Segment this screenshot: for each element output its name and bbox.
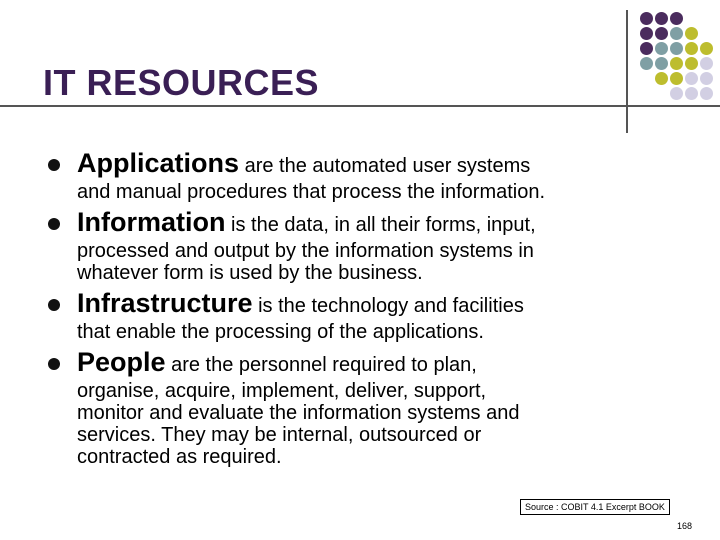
decor-dot: [655, 42, 668, 55]
bullet-dot: [48, 358, 60, 370]
list-item-information: [48, 207, 688, 284]
decor-dot: [655, 57, 668, 70]
decor-dot: [670, 12, 683, 25]
item-body-text: processed and output by the information systems in whatever form is used by the business.: [77, 240, 534, 284]
decor-dot: [700, 57, 713, 70]
bullet-list: [48, 148, 688, 468]
decor-dot: [655, 12, 668, 25]
source-citation: Source : COBIT 4.1 Excerpt BOOK: [520, 499, 670, 515]
decor-dot: [685, 57, 698, 70]
term-applications: Applications: [77, 148, 240, 178]
list-item-infrastructure: [48, 288, 688, 343]
bullet-dot: [48, 159, 60, 171]
decor-vertical-line: [626, 10, 628, 133]
decor-dot: [685, 72, 698, 85]
decor-dot: [685, 27, 698, 40]
decor-dot: [640, 42, 653, 55]
decor-dot: [640, 12, 653, 25]
decor-dot: [670, 72, 683, 85]
item-body-text: and manual procedures that process the information.: [77, 181, 546, 203]
item-body-text: that enable the processing of the applications.: [77, 321, 484, 343]
decor-dot: [655, 72, 668, 85]
bullet-dot: [48, 218, 60, 230]
item-head-text: is the data, in all their forms, input,: [225, 214, 536, 236]
page-title: IT RESOURCES: [43, 62, 320, 103]
decor-dot: [670, 57, 683, 70]
list-item-people: [48, 347, 688, 468]
decor-dot: [655, 27, 668, 40]
decor-dot: [670, 87, 683, 100]
decor-horizontal-line: [0, 105, 720, 107]
item-head-text: is the technology and facilities: [252, 295, 524, 317]
decor-dot: [700, 42, 713, 55]
decor-dot: [685, 42, 698, 55]
item-head-text: are the automated user systems: [239, 155, 531, 177]
decor-dot: [670, 27, 683, 40]
decor-dot: [685, 87, 698, 100]
decor-dot: [640, 57, 653, 70]
decor-dot: [700, 72, 713, 85]
decor-dot: [670, 42, 683, 55]
list-item-applications: [48, 148, 688, 203]
decor-dot: [700, 87, 713, 100]
bullet-dot: [48, 299, 60, 311]
item-head-text: are the personnel required to plan,: [165, 354, 477, 376]
item-body-text: organise, acquire, implement, deliver, support, monitor and evaluate the information systems and services. They may be internal, outsourced or contracted as required.: [77, 380, 520, 468]
term-information: Information: [77, 207, 226, 237]
page-number: 168: [677, 521, 693, 531]
term-infrastructure: Infrastructure: [77, 288, 253, 318]
decor-dot: [640, 27, 653, 40]
term-people: People: [77, 347, 166, 377]
decor-dot-grid: [640, 12, 720, 122]
